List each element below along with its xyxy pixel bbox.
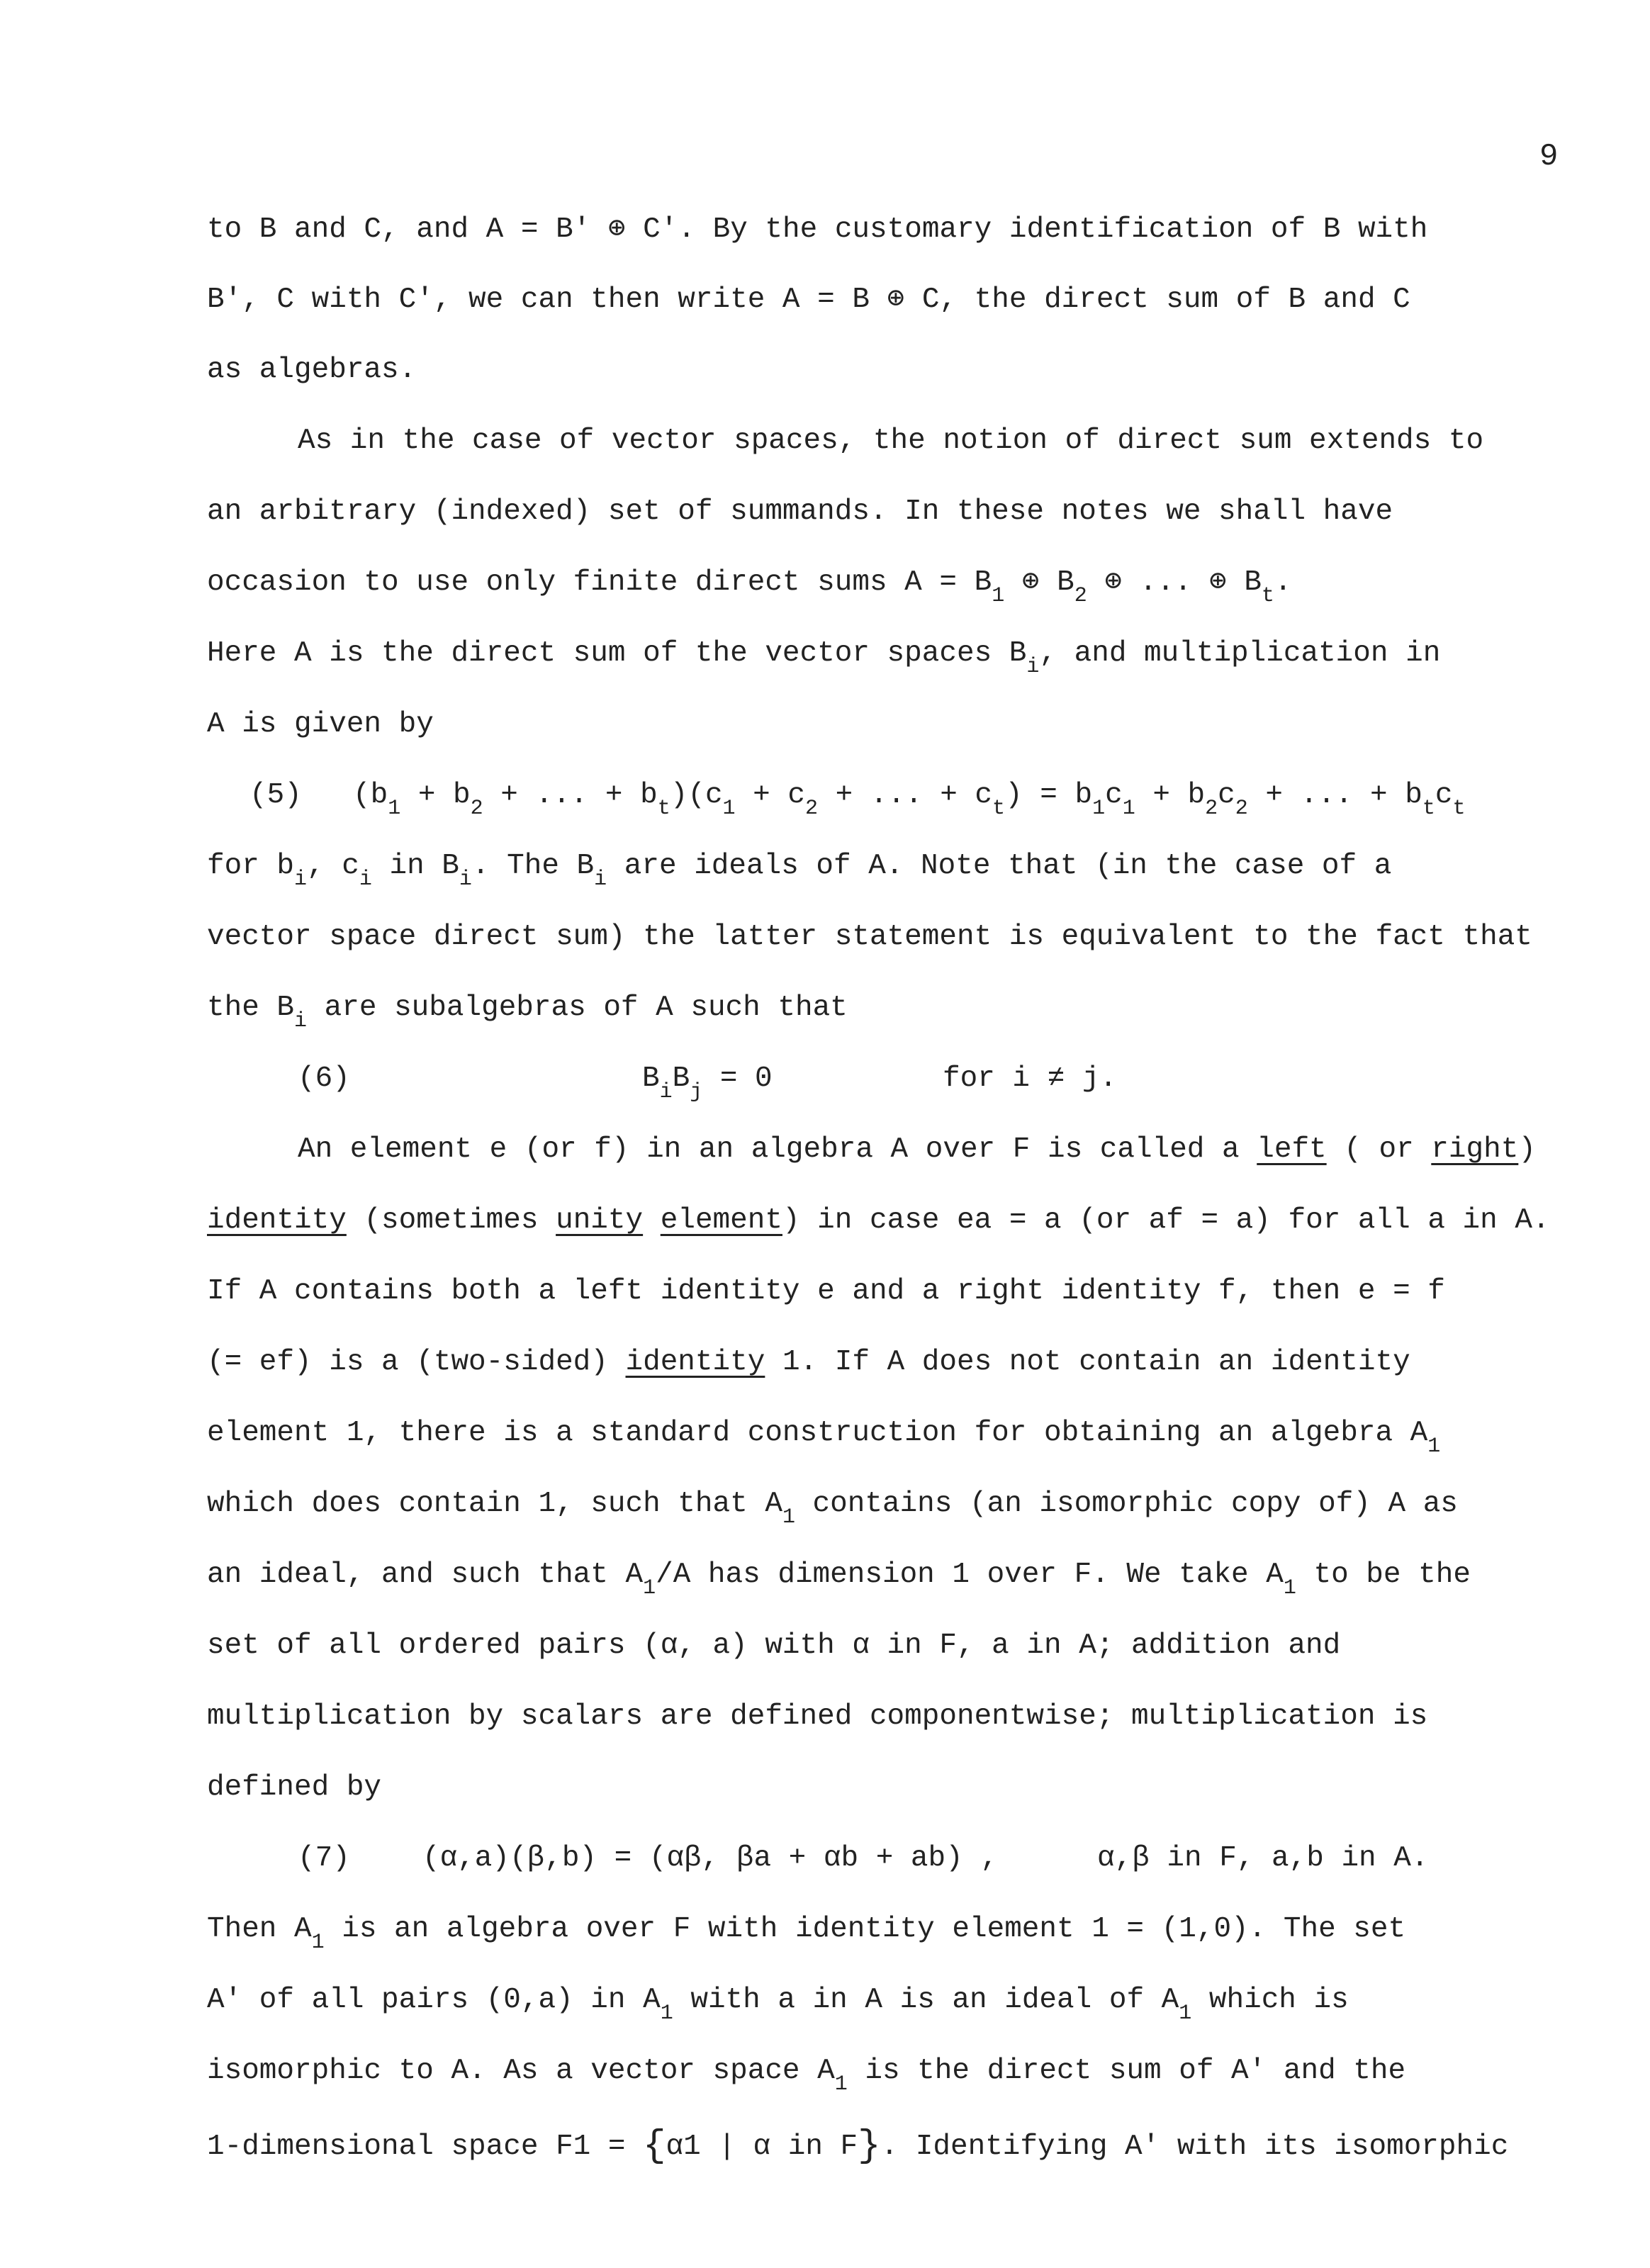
text-line: for $b_i$, $c_i$ in $B_i$. The $B_i$ are ideals of A. Note that (in the case of a (207, 850, 1392, 892)
text-line: to B and C, and A = B' ⊕ C'. By the customary identification of B with (207, 213, 1428, 246)
text-line: element 1, there is a standard construction for obtaining an algebra $A_1$ (207, 1417, 1441, 1459)
text-line: B', C with C', we can then write A = B ⊕ C, the direct sum of B and C (207, 284, 1410, 316)
text-line: set of all ordered pairs (α, a) with α in F, a in A; addition and (207, 1629, 1341, 1662)
right-brace: } (858, 2125, 881, 2168)
text-line: As in the case of vector spaces, the notion of direct sum extends to (298, 425, 1484, 457)
text-line: (= ef) is a (two-sided) identity 1. If A does not contain an identity (207, 1346, 1410, 1379)
underlined-term: right (1431, 1133, 1519, 1166)
equation-number: (5) (249, 779, 302, 812)
text-line: an arbitrary (indexed) set of summands. In these notes we shall have (207, 495, 1393, 528)
equation: (α,a)(β,b) = (αβ, βa + αb + ab) , (422, 1842, 998, 1875)
underlined-term: unity (556, 1204, 644, 1237)
equation-condition: α,β in F, a,b in A. (1097, 1842, 1429, 1875)
equation-number: (7) (298, 1842, 350, 1875)
text-line: vector space direct sum) the latter statement is equivalent to the fact that (207, 921, 1532, 953)
equation: $B_iB_j = 0$ (642, 1062, 773, 1104)
underlined-term: identity (625, 1346, 765, 1379)
underlined-term: element (660, 1204, 782, 1237)
text-line: A' of all pairs (0,a) in $A_1$ with a in A is an ideal of $A_1$ which is (207, 1984, 1349, 2026)
text-line: defined by (207, 1771, 382, 1804)
text-line: multiplication by scalars are defined componentwise; multiplication is (207, 1700, 1428, 1733)
text-line: 1-dimensional space F1 = {α1 | α in F}. Identifying A' with its isomorphic (207, 2125, 1509, 2168)
text-line: If A contains both a left identity e and a right identity f, then e = f (207, 1275, 1445, 1308)
text-line: occasion to use only finite direct sums $A = B_1$ ⊕ $B_2$ ⊕ ... ⊕ $B_t$. (207, 566, 1292, 608)
text-line: An element e (or f) in an algebra A over F is called a left ( or right) (298, 1133, 1536, 1166)
text-line: which does contain 1, such that $A_1$ contains (an isomorphic copy of) A as (207, 1488, 1458, 1529)
underlined-term: identity (207, 1204, 347, 1237)
text-line: identity (sometimes unity element) in case ea = a (or af = a) for all a in A. (207, 1204, 1550, 1237)
page-number: 9 (1539, 139, 1559, 174)
equation: ($b_1 + b_2$ + ... + $b_t)(c_1 + c_2$ + ... + $c_t) = b_1c_1 + b_2c_2$ + ... + $b_tc_t$ (353, 779, 1466, 821)
equation-condition: for i ≠ j. (943, 1062, 1118, 1095)
left-brace: { (643, 2125, 666, 2168)
equation-number: (6) (298, 1062, 350, 1095)
text-line: an ideal, and such that $A_1/A$ has dimension 1 over F. We take $A_1$ to be the (207, 1559, 1471, 1600)
text-line: A is given by (207, 708, 434, 741)
text-line: the $B_i$ are subalgebras of A such that (207, 992, 848, 1033)
text-line: isomorphic to A. As a vector space $A_1$ is the direct sum of A' and the (207, 2055, 1406, 2096)
underlined-term: left (1257, 1133, 1327, 1166)
text-line: Here A is the direct sum of the vector spaces $B_i$, and multiplication in (207, 637, 1441, 679)
text-line: Then $A_1$ is an algebra over F with identity element 1 = (1,0). The set (207, 1913, 1406, 1955)
text-line: as algebras. (207, 354, 417, 386)
